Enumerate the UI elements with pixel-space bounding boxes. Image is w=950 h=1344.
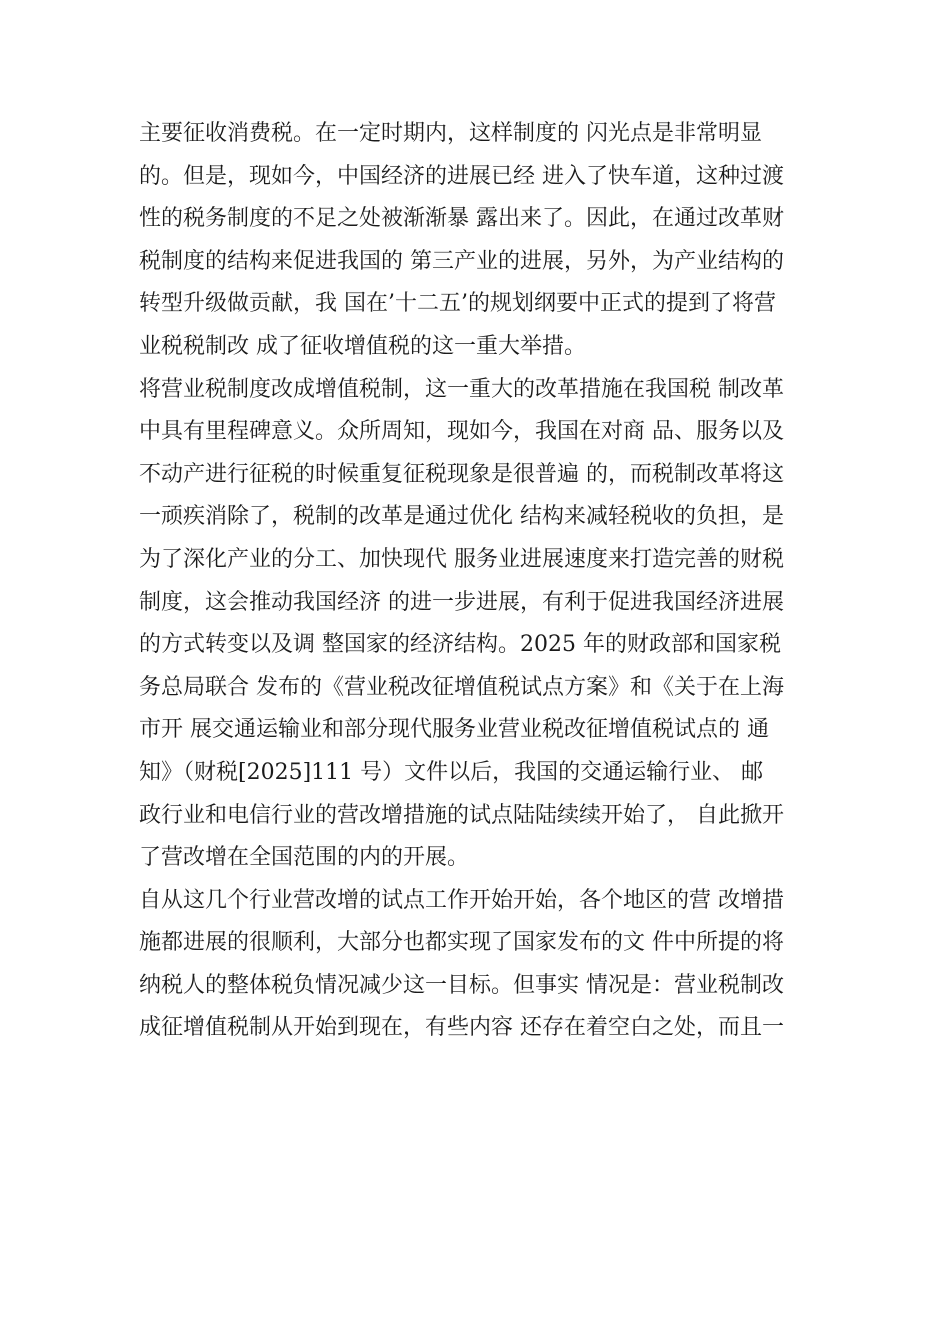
text-line: 为了深化产业的分工、加快现代 服务业进展速度来打造完善的财税 — [139, 546, 784, 572]
text-line: 主要征收消费税。在一定时期内，这样制度的 闪光点是非常明显 — [139, 121, 762, 146]
text-line: 性的税务制度的不足之处被渐渐暴 露出来了。因此，在通过改革财 — [139, 206, 784, 232]
text-line: 中具有里程碑意义。众所周知，现如今，我国在对商 品、服务以及 — [139, 419, 784, 445]
text-line: 市开 展交通运输业和部分现代服务业营业税改征增值税试点的 通 — [139, 717, 769, 743]
text-line: 一顽疾消除了，税制的改革是通过优化 结构来减轻税收的负担，是 — [139, 504, 784, 530]
text-line: 制度，这会推动我国经济 的进一步进展，有利于促进我国经济进展 — [139, 589, 784, 615]
text-line: 纳税人的整体税负情况减少这一目标。但事实 情况是：营业税制改 — [139, 972, 784, 998]
text-line: 知》（财税[2025]111 号）文件以后，我国的交通运输行业、 邮 — [139, 759, 764, 785]
text-line: 成征增值税制从开始到现在，有些内容 还存在着空白之处，而且一 — [139, 1015, 784, 1041]
text-line: 的方式转变以及调 整国家的经济结构。2025 年的财政部和国家税 — [139, 632, 781, 658]
text-line: 不动产进行征税的时候重复征税现象是很普遍 的，而税制改革将这 — [139, 461, 784, 487]
text-line: 施都进展的很顺利，大部分也都实现了国家发布的文 件中所提的将 — [139, 930, 784, 956]
text-line: 业税税制改 成了征收增值税的这一重大举措。 — [139, 333, 586, 359]
text-line: 自从这几个行业营改增的试点工作开始开始，各个地区的营 改增措 — [139, 887, 784, 913]
body-text — [139, 113, 839, 1050]
text-line: 税制度的结构来促进我国的 第三产业的进展，另外，为产业结构的 — [139, 248, 784, 274]
text-line: 将营业税制度改成增值税制，这一重大的改革措施在我国税 制改革 — [139, 376, 784, 402]
text-line: 的。但是，现如今，中国经济的进展已经 进入了快车道，这种过渡 — [139, 163, 784, 189]
text-line: 转型升级做贡献，我 国在’十二五’的规划纲要中正式的提到了将营 — [139, 291, 776, 317]
text-line: 了营改增在全国范围的内的开展。 — [139, 845, 470, 871]
text-line: 政行业和电信行业的营改增措施的试点陆陆续续开始了， 自此掀开 — [139, 802, 784, 828]
text-line: 务总局联合 发布的《营业税改征增值税试点方案》和《关于在上海 — [139, 674, 784, 700]
